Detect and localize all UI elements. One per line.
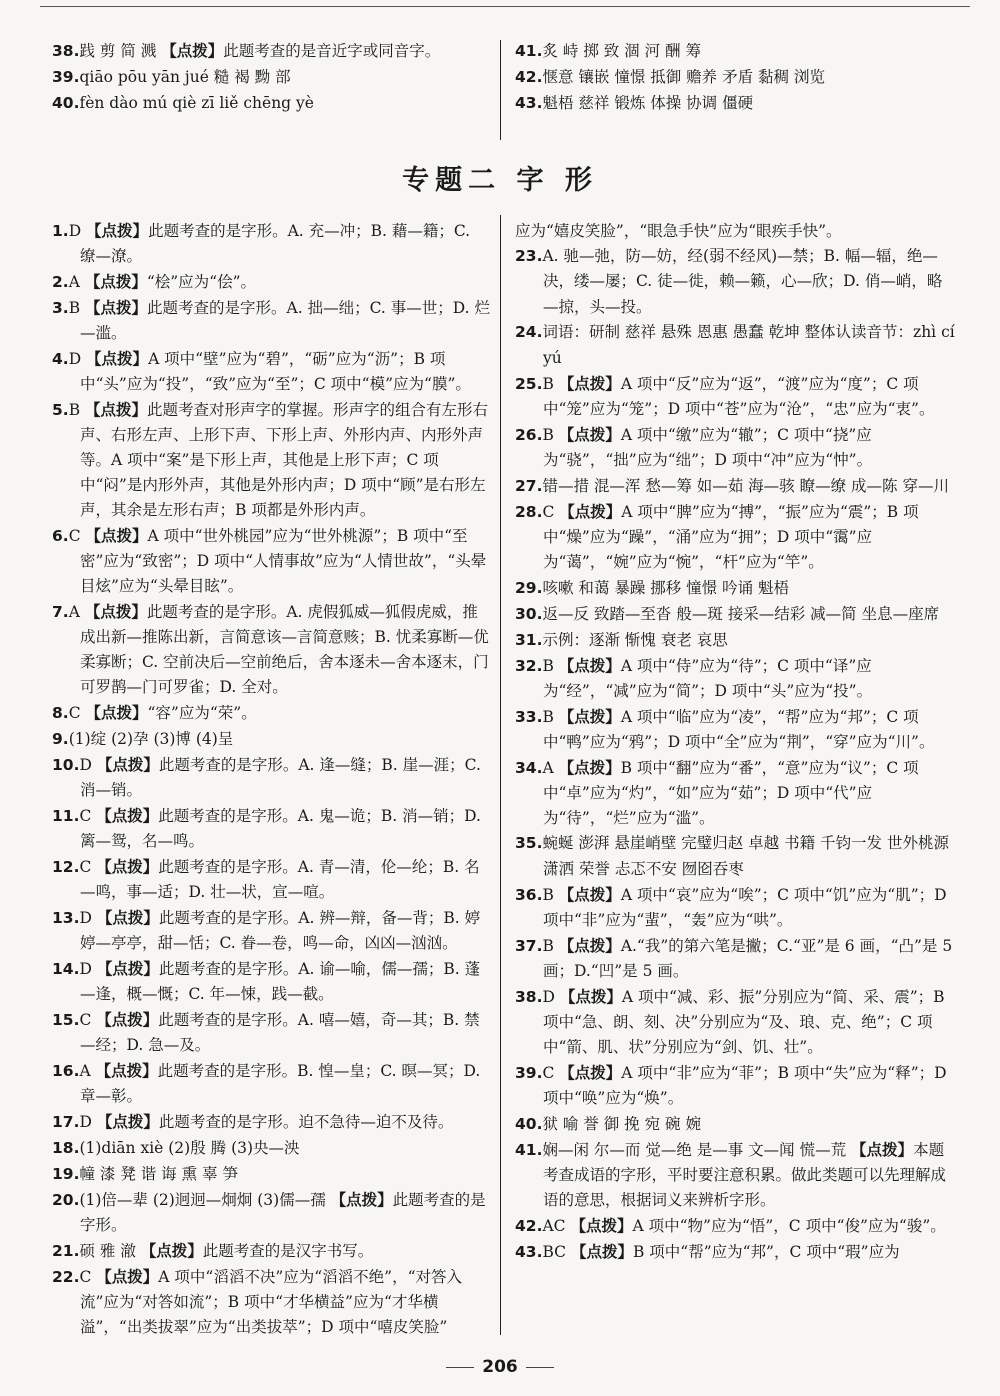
answer-tip: 【点拨】	[86, 349, 149, 368]
answer-text: fèn dào mú qiè zī liě chēng yè	[79, 94, 314, 112]
answer-item	[515, 882, 955, 933]
answer-item	[515, 575, 955, 601]
answer-text: C	[68, 527, 86, 545]
answer-tip: 【点拨】	[558, 656, 621, 675]
answer-tip: 【点拨】	[559, 987, 622, 1006]
answer-text: C	[79, 1011, 97, 1029]
answer-rest: A 项中“滔滔不决”应为“滔滔不绝”，“对答入流”应为“对答如流”；B 项中“才华横益”应为“才华横溢”，“出类拔翠”应为“出类拔萃”；D 项中“嘻皮笑脸”	[80, 1268, 463, 1336]
answer-rest: 此题考查的是字形。A. 鬼—诡；B. 消—销；D. 篱—鸳，名—鸣。	[80, 807, 481, 850]
answer-text: A	[542, 759, 559, 777]
answer-text: (1)倍—辈 (2)迥迥—炯炯 (3)儒—孺	[79, 1191, 331, 1209]
answer-item	[52, 752, 490, 803]
answer-item	[515, 984, 955, 1060]
answer-rest: 此题考查的是字形。A. 嘻—嬉，奇—其；B. 禁—经；D. 急—及。	[80, 1011, 480, 1054]
section-title: 专题二 字 形	[402, 165, 598, 196]
answer-tip: 【点拨】	[96, 1267, 159, 1286]
answer-tip: 【点拨】	[95, 1061, 158, 1080]
answer-tip: 【点拨】	[85, 400, 148, 419]
answer-text: B	[542, 937, 559, 955]
answer-text: C	[68, 704, 86, 722]
answer-item	[52, 956, 490, 1007]
answer-text: B	[542, 708, 559, 726]
answer-item	[515, 704, 955, 755]
answer-item	[52, 269, 490, 295]
answer-rest: 此题考查的是字形。	[80, 1191, 486, 1234]
answer-rest: 此题考查的是字形。A. 虎假狐威—狐假虎威，推成出新—推陈出新，言简意该—言简意赅；B. 忧柔寡断—优柔寡断；C. 空前决后—空前绝后，舍本逐未—舍本逐末，门可罗鹊—门可罗雀；D. 全对。	[80, 603, 489, 696]
answer-item	[52, 1135, 490, 1161]
answer-rest: 此题考查的是字形。A. 拙—绌；C. 事—世；D. 烂—滥。	[80, 299, 490, 342]
answer-item	[52, 700, 490, 726]
answer-tip: 【点拨】	[558, 936, 621, 955]
answer-rest: A 项中“临”应为“凌”，“帮”应为“邦”；C 项中“鸭”应为“鸦”；D 项中“全”应为“荆”，“穿”应为“川”。	[543, 708, 935, 751]
answer-item	[52, 1187, 490, 1238]
answer-rest: 此题考查的是字形。A. 逢—缝；B. 崖—涯；C. 消—销。	[80, 756, 481, 799]
answer-tip: 【点拨】	[851, 1140, 914, 1159]
answer-tip: 【点拨】	[570, 1242, 633, 1261]
column-divider-main	[500, 215, 501, 1335]
answer-rest: A 项中“壁”应为“碧”，“砺”应为“沥”；B 项中“头”应为“投”，“致”应为“至”；C 项中“模”应为“膜”。	[80, 350, 471, 393]
answer-rest: A 项中“哀”应为“唉”；C 项中“饥”应为“肌”；D 项中“非”应为“蜚”，“轰”应为“哄”。	[543, 886, 947, 929]
answer-tip: 【点拨】	[85, 298, 148, 317]
answer-rest: 此题考查的是字形。迫不急待—迫不及待。	[158, 1113, 454, 1131]
answer-rest: 本题考查成语的字形，平时要注意积累。做此类题可以先理解成语的意思，根据词义来辨析字形。	[543, 1141, 947, 1209]
answer-rest: B 项中“翻”应为“番”，“意”应为“议”；C 项中“卓”应为“灼”，“如”应为“茹”；D 项中“代”应为“待”，“烂”应为“滥”。	[543, 759, 919, 827]
answer-num: 42.	[515, 1217, 543, 1235]
answer-rest: 此题考查的是字形。A. 充—冲；B. 藉—籍；C. 缭—潦。	[80, 222, 471, 265]
answer-item	[515, 601, 955, 627]
answer-text: AC	[542, 1217, 571, 1235]
answer-item	[52, 397, 490, 523]
answer-num: 23.	[515, 247, 543, 265]
answer-num: 28.	[515, 503, 543, 521]
answer-num: 33.	[515, 708, 543, 726]
answer-num: 38.	[52, 42, 80, 60]
answer-num: 22.	[52, 1268, 80, 1286]
answer-tip: 【点拨】	[96, 1112, 159, 1131]
answer-item	[515, 1137, 955, 1213]
answer-item	[52, 1058, 490, 1109]
answer-item	[52, 599, 490, 700]
answer-num: 9.	[52, 730, 69, 748]
answer-item	[515, 653, 955, 704]
answer-text: 应为“嬉皮笑脸”，“眼急手快”应为“眼疾手快”。	[515, 222, 842, 240]
answer-tip: 【点拨】	[558, 758, 621, 777]
answer-num: 17.	[52, 1113, 80, 1131]
answer-text: 娴—闲 尔—而 觉—绝 是—事 文—闻 慌—荒	[542, 1141, 852, 1159]
answer-item	[52, 90, 487, 116]
answer-item	[515, 64, 955, 90]
answer-item	[52, 854, 490, 905]
answer-num: 10.	[52, 756, 80, 774]
answer-num: 39.	[515, 1064, 543, 1082]
answer-text: 魁梧 慈祥 锻炼 体操 协调 僵硬	[542, 94, 754, 112]
answer-tip: 【点拨】	[96, 806, 159, 825]
answer-text: 返—反 致踏—至沓 般—斑 接采—结彩 减—简 坐息—座席	[542, 605, 940, 623]
answer-num: 43.	[515, 1243, 543, 1261]
answer-text: B	[68, 299, 86, 317]
answer-item	[52, 1161, 490, 1187]
answer-num: 26.	[515, 426, 543, 444]
answer-num: 16.	[52, 1062, 80, 1080]
answer-item	[515, 1060, 955, 1111]
answer-tip: 【点拨】	[84, 602, 147, 621]
answer-tip: 【点拨】	[96, 857, 159, 876]
answer-num: 5.	[52, 401, 69, 419]
answer-item	[515, 38, 955, 64]
top-rule	[40, 6, 970, 7]
answer-text: A. 驰—弛，防—妨，经(弱不经风)—禁；B. 幅—辐，绝—决，缕—屡；C. 徒—徙，赖—籁，心—欣；D. 俏—峭，略—掠，头—投。	[542, 247, 943, 316]
answer-tip: 【点拨】	[558, 374, 621, 393]
answer-num: 43.	[515, 94, 543, 112]
answer-rest: “桧”应为“侩”。	[146, 273, 257, 291]
answer-text: D	[79, 1113, 97, 1131]
answer-tip: 【点拨】	[558, 425, 621, 444]
answer-text: (1)diān xiè (2)殷 腾 (3)央—泱	[79, 1139, 300, 1157]
answer-text: A	[68, 273, 85, 291]
right-column	[515, 218, 955, 1265]
answer-text: D	[79, 960, 97, 978]
answer-tip: 【点拨】	[570, 1216, 633, 1235]
answer-num: 36.	[515, 886, 543, 904]
footer-dash-right	[526, 1367, 554, 1368]
answer-num: 38.	[515, 988, 543, 1006]
answer-item	[52, 1264, 490, 1340]
answer-item	[52, 295, 490, 346]
answer-rest: A 项中“缴”应为“辙”；C 项中“挠”应为“骁”，“拙”应为“绌”；D 项中“冲”应为“忡”。	[543, 426, 873, 469]
answer-tip: 【点拨】	[558, 885, 621, 904]
answer-item	[515, 831, 955, 882]
answer-item	[52, 64, 487, 90]
answer-item	[515, 422, 955, 473]
answer-text: 词语：研制 慈祥 悬殊 恩惠 愚蠢 乾坤 整体认读音节：zhì cí yú	[542, 323, 955, 367]
answer-tip: 【点拨】	[559, 502, 622, 521]
answer-text: 幢 漆 凳 谐 诲 熏 辜 笋	[79, 1165, 238, 1183]
answer-tip: 【点拨】	[558, 707, 621, 726]
answer-item	[52, 726, 490, 752]
answer-item	[515, 755, 955, 831]
answer-num: 13.	[52, 909, 80, 927]
answer-num: 14.	[52, 960, 80, 978]
answer-text: BC	[542, 1243, 571, 1261]
answer-item	[515, 1213, 955, 1239]
answer-num: 15.	[52, 1011, 80, 1029]
answer-item	[52, 803, 490, 854]
answer-text: D	[68, 222, 87, 240]
answer-rest: 此题考查的是字形。B. 惶—皇；C. 暝—冥；D. 章—彰。	[80, 1062, 481, 1105]
answer-num: 20.	[52, 1191, 80, 1209]
top-right-column	[515, 38, 955, 116]
answer-tip: 【点拨】	[85, 526, 148, 545]
answer-num: 41.	[515, 1141, 543, 1159]
answer-tip: 【点拨】	[96, 1010, 159, 1029]
answer-rest: 此题考查的是音近字或同音字。	[223, 42, 441, 60]
answer-num: 25.	[515, 375, 543, 393]
answer-text: B	[542, 426, 559, 444]
answer-num: 19.	[52, 1165, 80, 1183]
answer-tip: 【点拨】	[559, 1063, 622, 1082]
answer-num: 24.	[515, 323, 543, 341]
answer-text: 硕 雅 澈	[79, 1242, 141, 1260]
answer-text: C	[542, 1064, 560, 1082]
answer-tip: 【点拨】	[85, 703, 148, 722]
answer-num: 7.	[52, 603, 69, 621]
answer-rest: A 项中“脾”应为“搏”，“振”应为“震”；B 项中“燥”应为“躁”，“涌”应为“拥”；D 项中“霭”应为“蔼”，“婉”应为“惋”，“杆”应为“竿”。	[543, 503, 919, 571]
answer-tip: 【点拨】	[330, 1190, 393, 1209]
answer-text: 炙 峙 掷 致 涸 河 酬 筹	[542, 42, 701, 60]
answer-num: 18.	[52, 1139, 80, 1157]
answer-item	[52, 38, 487, 64]
answer-num: 2.	[52, 273, 69, 291]
answer-item	[515, 90, 955, 116]
answer-num: 40.	[52, 94, 80, 112]
answer-text: C	[79, 807, 97, 825]
answer-num: 32.	[515, 657, 543, 675]
answer-item	[515, 1111, 955, 1137]
answer-num: 34.	[515, 759, 543, 777]
answer-rest: A.“我”的第六笔是撇；C.“亚”是 6 画，“凸”是 5 画；D.“凹”是 5 画。	[543, 937, 953, 980]
answer-num: 42.	[515, 68, 543, 86]
answer-text: B	[68, 401, 86, 419]
answer-item	[515, 218, 955, 244]
answer-text: D	[79, 909, 97, 927]
answer-text: C	[79, 858, 97, 876]
answer-tip: 【点拨】	[96, 908, 159, 927]
answer-num: 35.	[515, 834, 543, 852]
answer-text: 惬意 镶嵌 憧憬 抵御 赡养 矛盾 黏稠 浏览	[542, 68, 825, 86]
answer-text: D	[79, 756, 97, 774]
answer-item	[515, 371, 955, 422]
answer-text: B	[542, 886, 559, 904]
answer-rest: 此题考查的是字形。A. 谕—喻，儒—孺；B. 蓬—逢，概—慨；C. 年—悚，践—截。	[80, 960, 481, 1003]
answer-text: 示例：逐渐 惭愧 衰老 哀思	[542, 631, 728, 649]
answer-item	[52, 1238, 490, 1264]
top-left-column	[52, 38, 487, 116]
page-number: 206	[482, 1357, 518, 1377]
page-footer	[0, 1357, 1000, 1377]
left-column	[52, 218, 490, 1340]
answer-item	[52, 523, 490, 599]
answer-tip: 【点拨】	[86, 221, 149, 240]
answer-num: 11.	[52, 807, 80, 825]
column-divider-top	[500, 40, 501, 140]
answer-text: A	[68, 603, 85, 621]
answer-rest: A 项中“反”应为“返”，“渡”应为“度”；C 项中“笼”应为“笼”；D 项中“苍”应为“沧”，“忠”应为“衷”。	[543, 375, 935, 418]
answer-num: 27.	[515, 477, 543, 495]
answer-item	[515, 473, 955, 499]
answer-rest: A 项中“世外桃园”应为“世外桃源”；B 项中“至密”应为“致密”；D 项中“人情事故”应为“人情世故”，“头晕目炫”应为“头晕目眩”。	[80, 527, 487, 595]
footer-dash-left	[446, 1367, 474, 1368]
answer-num: 41.	[515, 42, 543, 60]
answer-num: 8.	[52, 704, 69, 722]
answer-rest: 此题考查的是字形。A. 辨—辩，备—背；B. 婷婷—亭亭，甜—恬；C. 眷—卷，鸣—命，凶凶—汹汹。	[80, 909, 481, 952]
answer-rest: A 项中“物”应为“悟”，C 项中“俊”应为“骏”。	[632, 1217, 946, 1235]
answer-text: 狱 喻 誉 御 挽 宛 碗 婉	[542, 1115, 701, 1133]
answer-num: 3.	[52, 299, 69, 317]
answer-tip: 【点拨】	[140, 1241, 203, 1260]
answer-item	[515, 1239, 955, 1265]
answer-text: B	[542, 375, 559, 393]
answer-item	[52, 1109, 490, 1135]
answer-text: C	[79, 1268, 97, 1286]
answer-num: 12.	[52, 858, 80, 876]
answer-text: 错—措 混—浑 愁—筹 如—茹 海—骇 瞭—缭 成—陈 穿—川	[542, 477, 949, 495]
answer-num: 1.	[52, 222, 69, 240]
answer-text: D	[542, 988, 560, 1006]
answer-item	[515, 933, 955, 984]
answer-item	[515, 499, 955, 575]
answer-num: 37.	[515, 937, 543, 955]
answer-text: B	[542, 657, 559, 675]
answer-rest: A 项中“侍”应为“待”；C 项中“译”应为“经”，“减”应为“简”；D 项中“头”应为“投”。	[543, 657, 873, 700]
answer-text: 践 剪 简 溅	[79, 42, 162, 60]
answer-num: 30.	[515, 605, 543, 623]
answer-tip: 【点拨】	[96, 959, 159, 978]
answer-num: 4.	[52, 350, 69, 368]
answer-item	[515, 320, 955, 371]
answer-rest: 此题考查对形声字的掌握。形声字的组合有左形右声、右形左声、上形下声、下形上声、外形内声、内形外声等。A 项中“案”是下形上声，其他是上形下声；C 项中“闷”是内形外声，其他是外形内声；D 项中“顾”是右形左声，其余是左形右声；B 项都是外形内声。	[80, 401, 489, 519]
answer-text: D	[68, 350, 87, 368]
answer-rest: 此题考查的是字形。A. 青—清，伦—纶；B. 名—鸣，事—适；D. 壮—状，宣—喧。	[80, 858, 480, 901]
answer-text: qiāo pōu yān jué 糙 褐 黝 部	[79, 68, 291, 86]
answer-text: C	[542, 503, 560, 521]
answer-item	[52, 1007, 490, 1058]
answer-rest: A 项中“非”应为“菲”；B 项中“失”应为“释”；D 项中“唤”应为“焕”。	[543, 1064, 947, 1107]
answer-tip: 【点拨】	[84, 272, 147, 291]
answer-tip: 【点拨】	[161, 41, 224, 60]
answer-text: 咳嗽 和蔼 暴躁 挪移 憧憬 吟诵 魁梧	[542, 579, 790, 597]
answer-rest: 此题考查的是汉字书写。	[202, 1242, 374, 1260]
answer-rest: “容”应为“荣”。	[147, 704, 257, 722]
answer-text: 蜿蜒 澎湃 悬崖峭壁 完璧归赵 卓越 书籍 千钧一发 世外桃源 潇洒 荣誉 忐忑不安 囫囵吞枣	[542, 834, 949, 878]
answer-rest: B 项中“帮”应为“邦”，C 项中“瑕”应为	[632, 1243, 900, 1261]
answer-num: 29.	[515, 579, 543, 597]
answer-item	[52, 346, 490, 397]
answer-num: 40.	[515, 1115, 543, 1133]
answer-num: 31.	[515, 631, 543, 649]
answer-num: 39.	[52, 68, 80, 86]
answer-tip: 【点拨】	[96, 755, 159, 774]
answer-item	[515, 244, 955, 320]
answer-item	[52, 218, 490, 269]
answer-item	[515, 627, 955, 653]
answer-num: 6.	[52, 527, 69, 545]
answer-num: 21.	[52, 1242, 80, 1260]
answer-text: A	[79, 1062, 96, 1080]
answer-text: (1)绽 (2)孕 (3)博 (4)呈	[68, 730, 234, 748]
answer-rest: A 项中“减、彩、振”分别应为“简、采、震”；B 项中“急、朗、刻、决”分别应为“及、琅、克、绝”；C 项中“箭、肌、状”分别应为“剑、饥、壮”。	[543, 988, 945, 1056]
answer-item	[52, 905, 490, 956]
